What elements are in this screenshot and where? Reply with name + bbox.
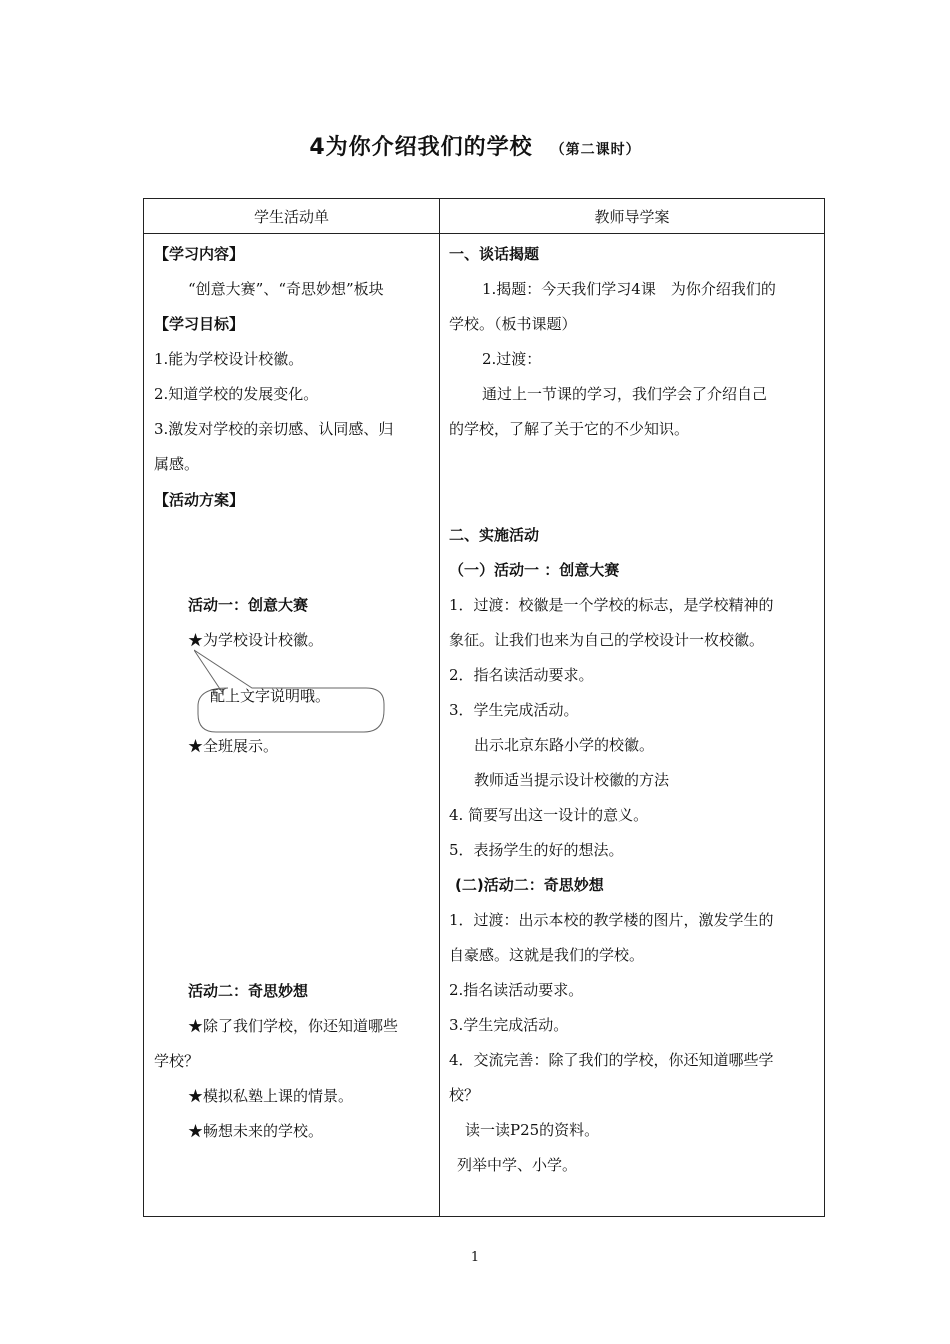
a1-step3: 3．学生完成活动。 — [449, 701, 579, 719]
activity1-item2: ★全班展示。 — [188, 737, 279, 755]
a1-step1-line2: 象征。让我们也来为自己的学校设计一枚校徽。 — [449, 631, 765, 649]
callout-text: 配上文字说明哦。 — [210, 687, 331, 705]
content-text: “创意大赛”、“奇思妙想”板块 — [188, 280, 384, 298]
goal-1: 1.能为学校设计校徽。 — [154, 350, 304, 368]
header-teacher-plan: 教师导学案 — [440, 199, 825, 234]
a1-step3-detail2: 教师适当提示设计校徽的方法 — [474, 771, 670, 789]
a2-step6: 列举中学、小学。 — [457, 1156, 578, 1174]
a2-step5: 读一读P25的资料。 — [465, 1121, 600, 1139]
a2-step3: 3.学生完成活动。 — [449, 1016, 569, 1034]
lesson-table — [143, 198, 825, 1217]
a1-step5: 5．表扬学生的好的想法。 — [449, 841, 624, 859]
table-header-row — [144, 199, 825, 234]
a2-step1-line2: 自豪感。这就是我们的学校。 — [449, 946, 645, 964]
intro-line2: 学校。（板书课题） — [449, 315, 577, 333]
a1-step2: 2．指名读活动要求。 — [449, 666, 594, 684]
activity2-item1-line2: 学校？ — [154, 1052, 200, 1070]
a1-step4: 4. 简要写出这一设计的意义。 — [449, 806, 649, 824]
activity2-heading: (二)活动二：奇思妙想 — [455, 876, 604, 894]
goal-2: 2.知道学校的发展变化。 — [154, 385, 319, 403]
intro-line1: 1.揭题：今天我们学习4课 为你介绍我们的 — [482, 280, 776, 298]
transition-label: 2.过渡： — [482, 350, 542, 368]
section2-heading: 二、实施活动 — [449, 526, 540, 544]
activity2-item3: ★畅想未来的学校。 — [188, 1122, 324, 1140]
transition-line1: 通过上一节课的学习，我们学会了介绍自己 — [482, 385, 768, 403]
a1-step1-line1: 1．过渡：校徽是一个学校的标志，是学校精神的 — [449, 596, 774, 614]
header-student-sheet: 学生活动单 — [144, 199, 440, 234]
student-column — [144, 234, 440, 1217]
activity1-heading: （一）活动一 ：创意大赛 — [449, 561, 620, 579]
a2-step4-line2: 校？ — [449, 1086, 480, 1104]
a2-step2: 2.指名读活动要求。 — [449, 981, 584, 999]
content-heading: 【学习内容】 — [154, 245, 245, 263]
activity2-item1-line1: ★除了我们学校，你还知道哪些 — [188, 1017, 399, 1035]
page-number: 1 — [470, 1250, 480, 1265]
page-title — [0, 130, 950, 161]
a1-step3-detail1: 出示北京东路小学的校徽。 — [474, 736, 655, 754]
title-main: 4为你介绍我们的学校 — [309, 135, 533, 160]
title-sub: （第二课时） — [550, 142, 641, 158]
activity1-item1: ★为学校设计校徽。 — [188, 631, 324, 649]
activity2-item2: ★模拟私塾上课的情景。 — [188, 1087, 354, 1105]
transition-line2: 的学校，了解了关于它的不少知识。 — [449, 420, 690, 438]
goal-3-line2: 属感。 — [154, 455, 200, 473]
a2-step4-line1: 4．交流完善：除了我们的学校，你还知道哪些学 — [449, 1051, 774, 1069]
activity1-title: 活动一：创意大赛 — [188, 596, 309, 614]
activity2-title: 活动二：奇思妙想 — [188, 982, 309, 1000]
teacher-column — [440, 234, 825, 1217]
goals-heading: 【学习目标】 — [154, 315, 245, 333]
plan-heading: 【活动方案】 — [154, 491, 245, 509]
a2-step1-line1: 1．过渡：出示本校的教学楼的图片，激发学生的 — [449, 911, 774, 929]
section1-heading: 一、谈话揭题 — [449, 245, 540, 263]
table-body-row — [144, 234, 825, 1217]
goal-3-line1: 3.激发对学校的亲切感、认同感、归 — [154, 420, 394, 438]
